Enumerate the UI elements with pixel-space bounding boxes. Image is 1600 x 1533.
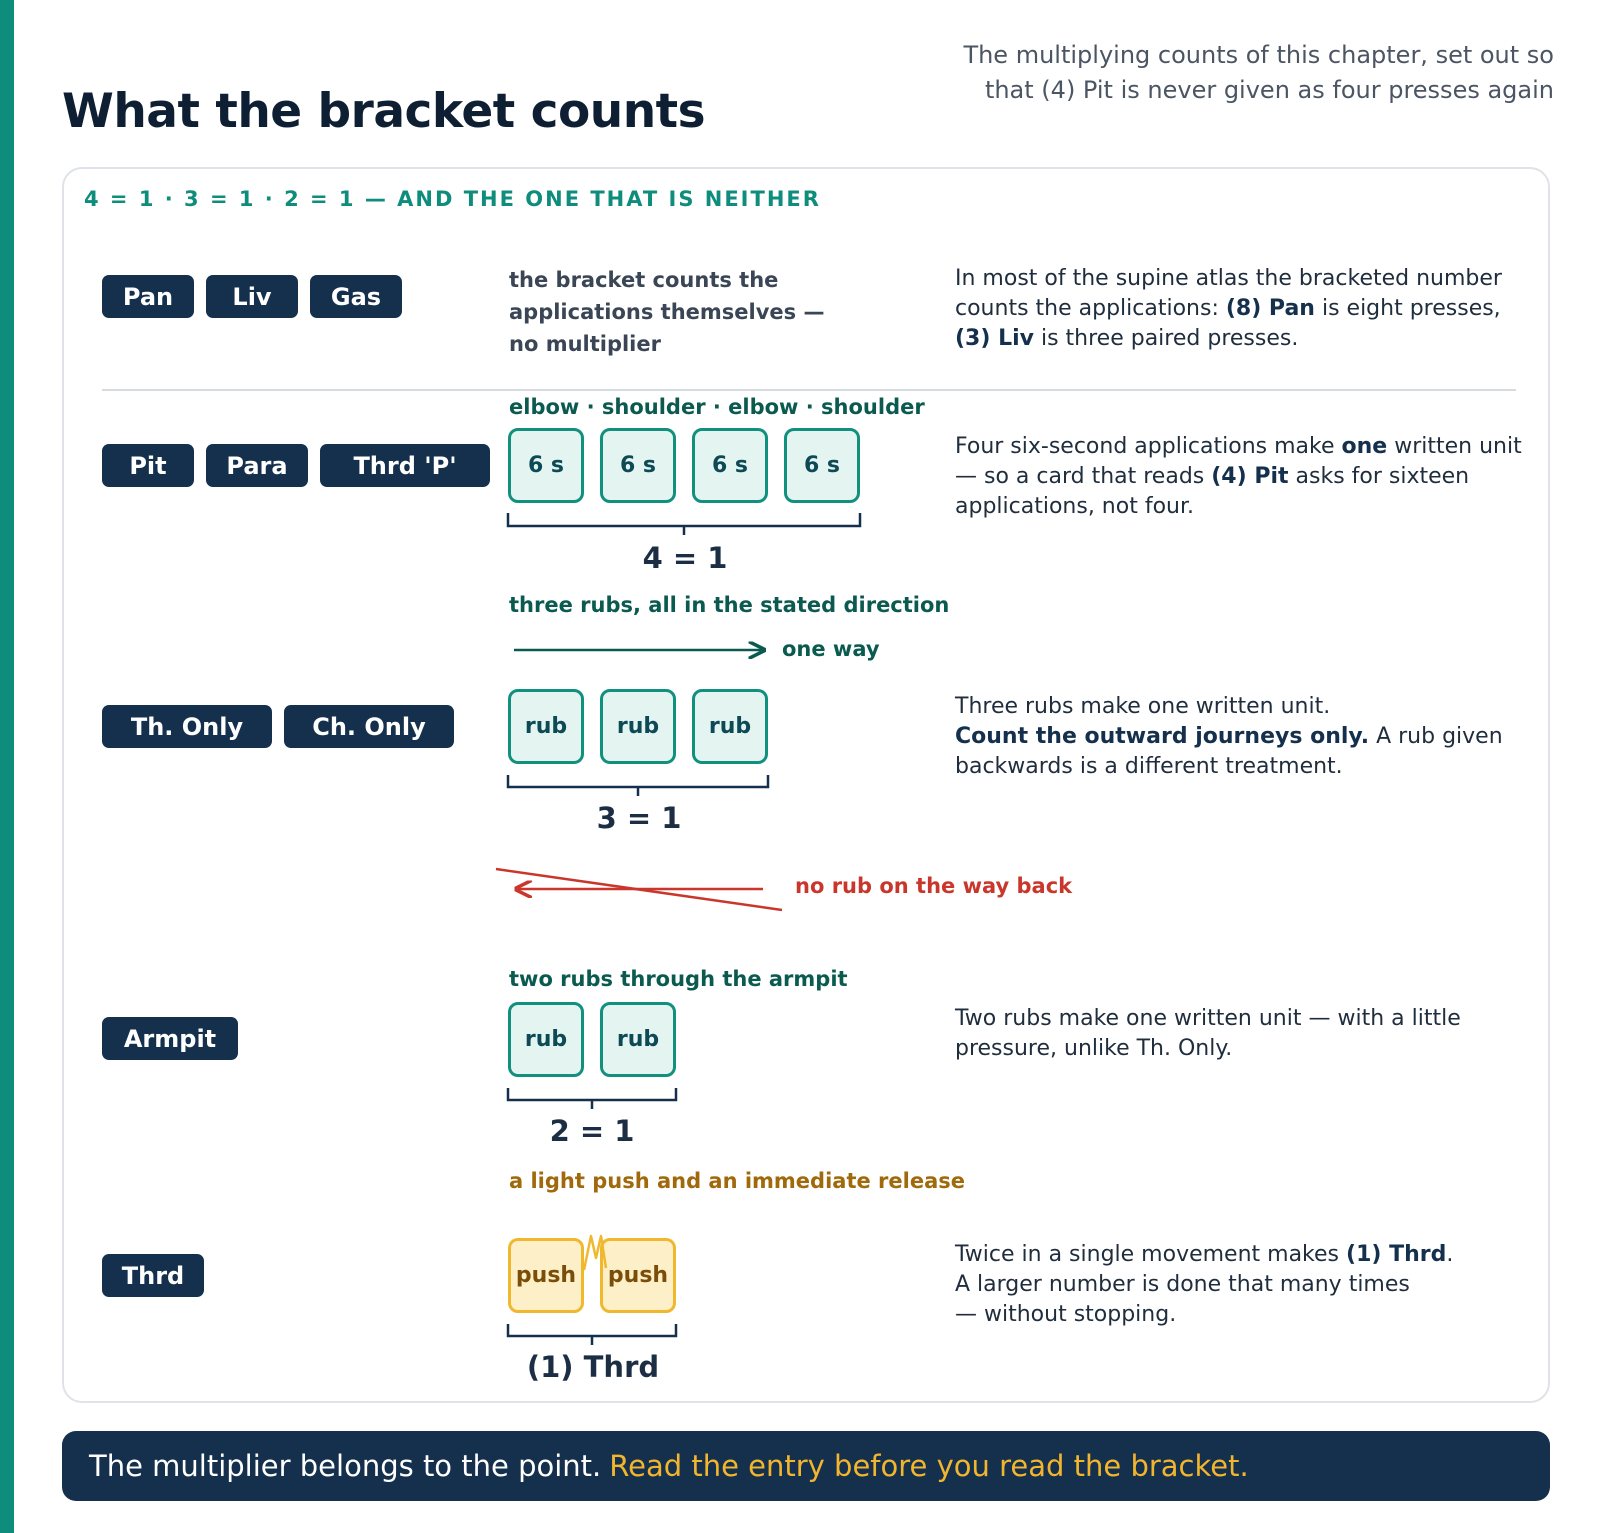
- chip-para: Para: [206, 444, 308, 487]
- chip-pit: Pit: [102, 444, 194, 487]
- bracket-3-equals-1: [508, 775, 768, 796]
- row3-description: Three rubs make one written unit. Count the outward journeys only. A rub given backwards is a different treatment.: [955, 694, 1503, 779]
- release-zigzag: [584, 1236, 606, 1270]
- chip-gas: Gas: [310, 275, 402, 318]
- row5-equation: (1) Thrd: [526, 1350, 660, 1384]
- push-box: push: [508, 1238, 584, 1313]
- rub-box: rub: [692, 689, 768, 764]
- row5-label: a light push and an immediate release: [509, 1169, 966, 1193]
- bracket-4-equals-1: [508, 513, 860, 535]
- bracket-2-equals-1: [508, 1088, 676, 1109]
- footer-main-text: The multiplier belongs to the point.: [89, 1449, 602, 1483]
- row4-label: two rubs through the armpit: [509, 967, 848, 991]
- bracket-thrd: [508, 1324, 676, 1345]
- row3-label: three rubs, all in the stated direction: [509, 593, 950, 617]
- row3-equation: 3 = 1: [596, 801, 682, 835]
- rub-box: rub: [600, 1002, 676, 1077]
- chip-liv: Liv: [206, 275, 298, 318]
- application-box: 6 s: [508, 428, 584, 503]
- row2-description: Four six-second applications make one written unit — so a card that reads (4) Pit asks for sixteen applications, not four.: [955, 434, 1522, 519]
- row5-description: Twice in a single movement makes (1) Thrd. A larger number is done that many times — without stopping.: [955, 1242, 1454, 1327]
- panel-heading: 4 = 1 · 3 = 1 · 2 = 1 — AND THE ONE THAT IS NEITHER: [84, 187, 821, 211]
- chip-thrd: Thrd: [102, 1254, 204, 1297]
- page-subtitle: The multiplying counts of this chapter, set out so that (4) Pit is never given as four presses again: [963, 41, 1554, 104]
- rub-box: rub: [508, 1002, 584, 1077]
- chip-th-only: Th. Only: [102, 705, 272, 748]
- row1-label: the bracket counts the applications themselves — no multiplier: [509, 268, 825, 356]
- page-title: What the bracket counts: [62, 84, 706, 139]
- chip-thrd-p: Thrd 'P': [320, 444, 490, 487]
- application-box: 6 s: [692, 428, 768, 503]
- chip-pan: Pan: [102, 275, 194, 318]
- rub-box: rub: [508, 689, 584, 764]
- chip-armpit: Armpit: [102, 1017, 238, 1060]
- row1-description: In most of the supine atlas the bracketed number counts the applications: (8) Pan is eight presses, (3) Liv is three paired presses.: [955, 266, 1502, 351]
- footer-banner: [62, 1431, 1550, 1501]
- no-rub-back-label: no rub on the way back: [795, 874, 1073, 898]
- rub-box: rub: [600, 689, 676, 764]
- row2-equation: 4 = 1: [642, 541, 728, 575]
- row4-description: Two rubs make one written unit — with a little pressure, unlike Th. Only.: [955, 1006, 1461, 1061]
- chip-ch-only: Ch. Only: [284, 705, 454, 748]
- one-way-label: one way: [782, 637, 880, 661]
- row2-label: elbow · shoulder · elbow · shoulder: [509, 395, 925, 419]
- footer-highlight-text: Read the entry before you read the bracket.: [609, 1449, 1249, 1483]
- row4-equation: 2 = 1: [549, 1114, 635, 1148]
- push-box: push: [600, 1238, 676, 1313]
- application-box: 6 s: [600, 428, 676, 503]
- application-box: 6 s: [784, 428, 860, 503]
